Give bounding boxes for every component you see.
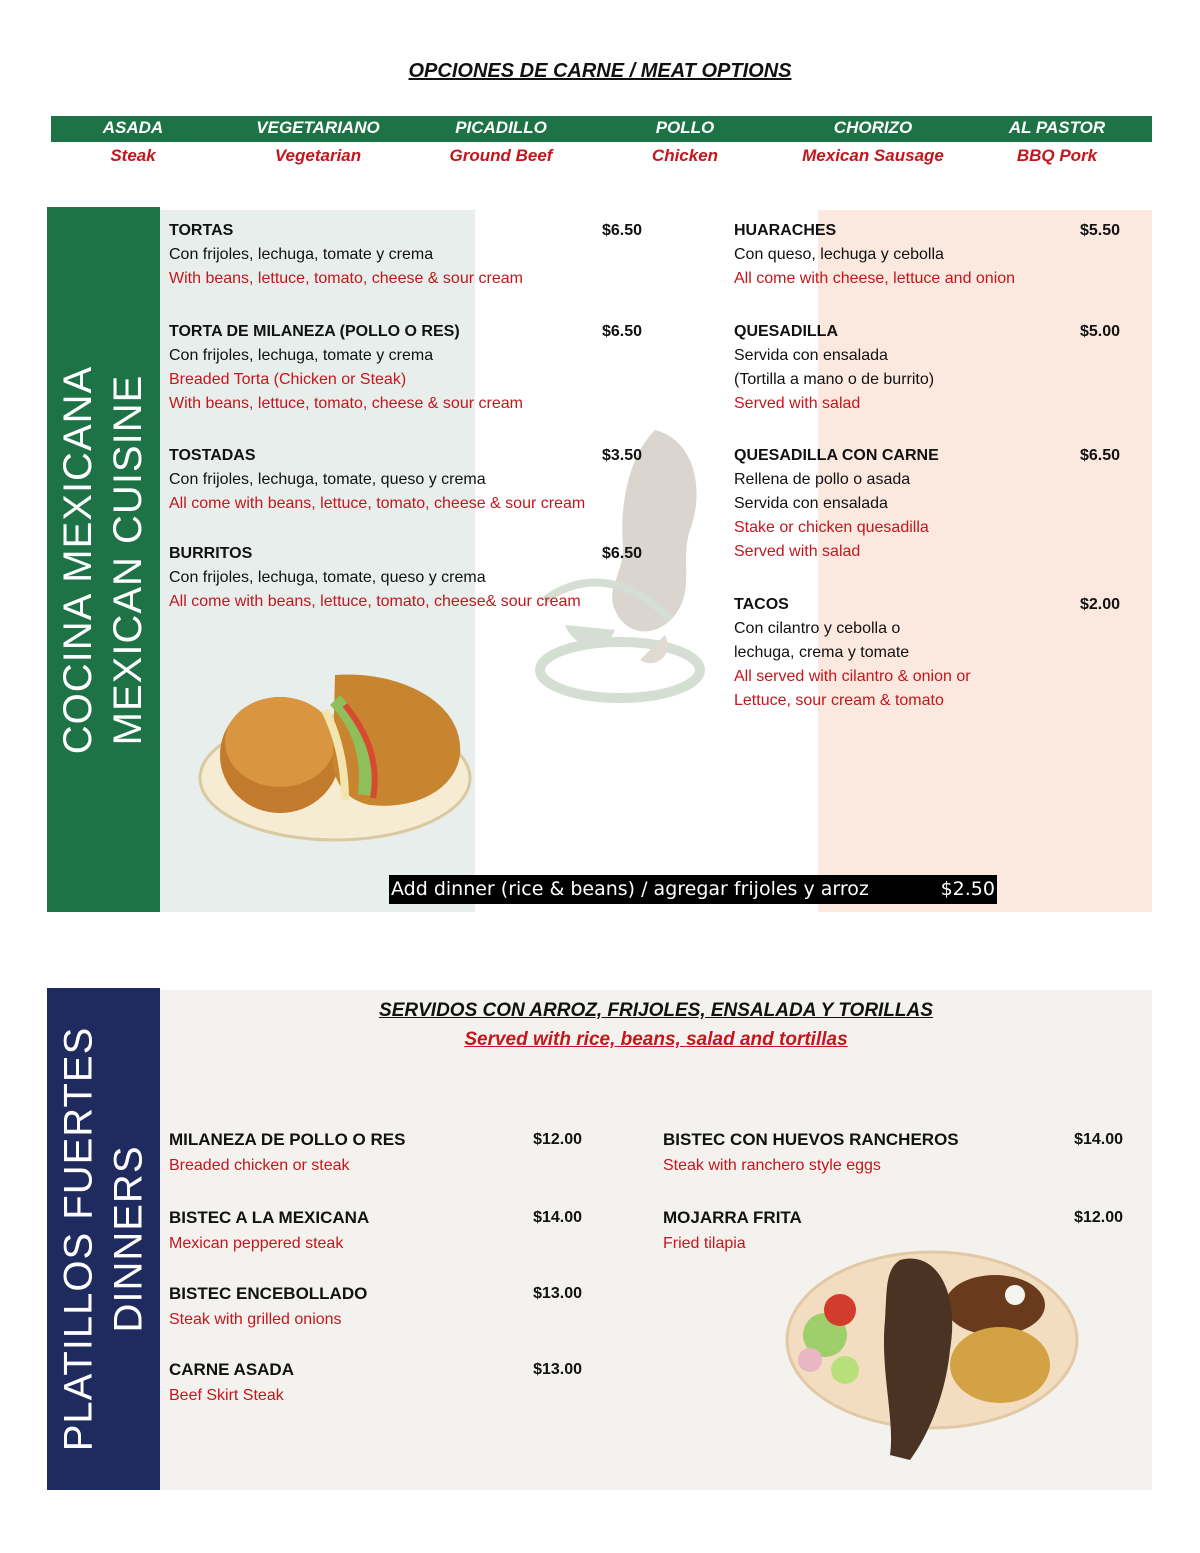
item-name: BISTEC ENCEBOLLADO xyxy=(169,1284,368,1303)
item-name: CARNE ASADA xyxy=(169,1360,294,1379)
meat-option-en: Vegetarian xyxy=(274,146,362,165)
menu-item xyxy=(663,1128,1123,1178)
add-dinner-banner xyxy=(389,875,997,904)
item-desc-en: Steak with grilled onions xyxy=(169,1311,342,1328)
fish-plate-photo xyxy=(785,1250,1080,1465)
menu-item xyxy=(169,1206,584,1256)
dinners-header-en: Served with rice, beans, salad and tortillas xyxy=(464,1029,848,1050)
item-desc-en: All come with beans, lettuce, tomato, cheese& sour cream xyxy=(169,593,581,610)
item-desc-es: Servida con ensalada xyxy=(734,495,888,512)
item-desc-es: Con queso, lechuga y cebolla xyxy=(734,246,944,263)
item-desc-en: Fried tilapia xyxy=(663,1235,746,1252)
meat-option-en: Chicken xyxy=(651,146,719,165)
item-desc-es: (Tortilla a mano o de burrito) xyxy=(734,371,935,388)
item-price: $13.00 xyxy=(533,1285,582,1302)
add-dinner-price: $2.50 xyxy=(940,878,995,900)
item-desc-es: Con cilantro y cebolla o xyxy=(734,620,901,637)
item-price: $14.00 xyxy=(1074,1131,1123,1148)
meat-option-en: BBQ Pork xyxy=(1016,146,1098,165)
item-desc-en: Lettuce, sour cream & tomato xyxy=(734,692,944,709)
item-desc-en: With beans, lettuce, tomato, cheese & sour cream xyxy=(169,395,523,412)
meat-option-es: ASADA xyxy=(102,118,164,137)
item-name: TORTA DE MILANEZA (POLLO O RES) xyxy=(169,323,460,340)
item-price: $6.50 xyxy=(601,545,642,562)
item-desc-en: Mexican peppered steak xyxy=(169,1235,344,1252)
meat-option-es: PICADILLO xyxy=(455,118,547,137)
section-band-dinners xyxy=(47,988,160,1490)
menu-item xyxy=(169,1128,584,1178)
section-band-mexican-cuisine xyxy=(47,207,160,912)
add-dinner-text: Add dinner (rice & beans) / agregar frijoles y arroz xyxy=(391,878,869,900)
menu-item xyxy=(734,444,1120,564)
item-name: QUESADILLA CON CARNE xyxy=(734,447,939,464)
item-price: $5.00 xyxy=(1079,323,1120,340)
item-name: TACOS xyxy=(734,596,789,613)
item-desc-en: Beef Skirt Steak xyxy=(169,1387,284,1404)
menu-item xyxy=(663,1206,1123,1256)
meat-option-es: VEGETARIANO xyxy=(256,118,380,137)
menu-item xyxy=(169,542,644,614)
item-desc-en: Served with salad xyxy=(734,395,861,412)
meat-option-es: POLLO xyxy=(655,118,715,137)
menu-item xyxy=(169,320,644,416)
menu-item xyxy=(169,444,644,516)
band-title-es: PLATILLOS FUERTES xyxy=(56,1026,101,1452)
item-name: BISTEC A LA MEXICANA xyxy=(169,1208,370,1227)
item-name: HUARACHES xyxy=(734,222,837,239)
item-price: $5.50 xyxy=(1079,222,1120,239)
band-title-es: COCINA MEXICANA xyxy=(56,365,101,754)
band-title-en: DINNERS xyxy=(106,1145,151,1333)
item-desc-en: All served with cilantro & onion or xyxy=(734,668,971,685)
item-price: $6.50 xyxy=(601,323,642,340)
torta-photo xyxy=(195,660,475,845)
item-desc-en: Stake or chicken quesadilla xyxy=(734,519,929,536)
item-name: TORTAS xyxy=(169,222,234,239)
menu-item xyxy=(169,1282,584,1332)
meat-option-en: Ground Beef xyxy=(449,146,553,165)
dinners-header-es: SERVIDOS CON ARROZ, FRIJOLES, ENSALADA Y TORILLAS xyxy=(379,1000,933,1021)
page-title: OPCIONES DE CARNE / MEAT OPTIONS xyxy=(408,60,792,82)
meat-option-es: CHORIZO xyxy=(833,118,913,137)
item-desc-es: Con frijoles, lechuga, tomate y crema xyxy=(169,347,434,364)
item-price: $2.00 xyxy=(1079,596,1120,613)
meat-options-bar xyxy=(51,116,1152,142)
item-price: $6.50 xyxy=(601,222,642,239)
item-desc-es: Servida con ensalada xyxy=(734,347,888,364)
meat-option-en: Steak xyxy=(110,146,156,165)
item-desc-en: Breaded chicken or steak xyxy=(169,1157,350,1174)
item-desc-es: Con frijoles, lechuga, tomate, queso y crema xyxy=(169,471,486,488)
item-desc-en: All come with beans, lettuce, tomato, cheese & sour cream xyxy=(169,495,586,512)
item-name: QUESADILLA xyxy=(734,323,838,340)
item-price: $6.50 xyxy=(1079,447,1120,464)
item-name: BISTEC CON HUEVOS RANCHEROS xyxy=(663,1130,959,1149)
item-name: MILANEZA DE POLLO O RES xyxy=(169,1130,406,1149)
item-name: TOSTADAS xyxy=(169,447,256,464)
menu-item xyxy=(734,593,1120,713)
item-price: $14.00 xyxy=(533,1209,582,1226)
meat-option-en: Mexican Sausage xyxy=(802,146,944,165)
item-desc-es: Con frijoles, lechuga, tomate y crema xyxy=(169,246,434,263)
item-desc-en: Served with salad xyxy=(734,543,861,560)
item-desc-en: Breaded Torta (Chicken or Steak) xyxy=(169,371,407,388)
item-desc-es: Con frijoles, lechuga, tomate, queso y crema xyxy=(169,569,486,586)
item-desc-en: With beans, lettuce, tomato, cheese & sour cream xyxy=(169,270,523,287)
item-desc-es: Rellena de pollo o asada xyxy=(734,471,911,488)
item-price: $12.00 xyxy=(533,1131,582,1148)
menu-item xyxy=(169,1358,584,1408)
menu-item xyxy=(734,320,1120,416)
menu-item xyxy=(169,219,644,291)
item-price: $13.00 xyxy=(533,1361,582,1378)
item-desc-en: All come with cheese, lettuce and onion xyxy=(734,270,1016,287)
item-price: $3.50 xyxy=(601,447,642,464)
item-desc-en: Steak with ranchero style eggs xyxy=(663,1157,881,1174)
band-title-en: MEXICAN CUISINE xyxy=(106,374,151,745)
item-name: BURRITOS xyxy=(169,545,253,562)
item-price: $12.00 xyxy=(1074,1209,1123,1226)
menu-item xyxy=(734,219,1120,291)
item-name: MOJARRA FRITA xyxy=(663,1208,802,1227)
meat-option-es: AL PASTOR xyxy=(1008,118,1106,137)
item-desc-es: lechuga, crema y tomate xyxy=(734,644,910,661)
